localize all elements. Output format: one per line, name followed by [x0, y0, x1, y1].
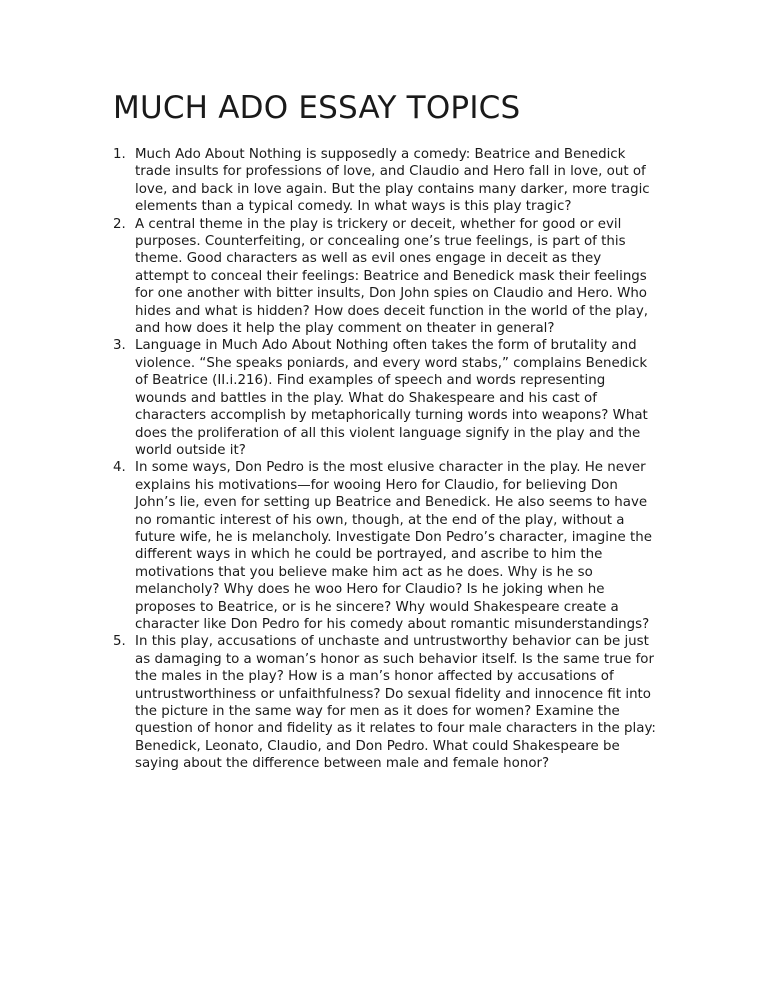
topic-number: 2. — [113, 216, 126, 232]
essay-topic-3 — [113, 337, 659, 459]
topic-text: A central theme in the play is trickery or deceit, whether for good or evil purposes. Counterfeiting, or concealing one’s true feelings, is part of this theme. Good characters as well as evil ones engage in deceit as they attempt to conceal their feelings: Beatrice and Benedick mask their feelings for one another with bitter insults, Don John spies on Claudio and Hero. Who hides and what is hidden? How does deceit function in the world of the play, and how does it help the play comment on theater in general? — [135, 216, 649, 337]
topic-number: 1. — [113, 147, 126, 162]
essay-topic-5 — [113, 633, 659, 772]
topic-text: In some ways, Don Pedro is the most elusive character in the play. He never explains his motivations—for wooing Hero for Claudio, for believing Don John’s lie, even for setting up Beatrice and Benedick. He also seems to have no romantic interest of his own, though, at the end of the play, without a future wife, he is melancholy. Investigate Don Pedro’s character, imagine the different ways in which he could be portrayed, and ascribe to him the motivations that you believe make him act as he does. Why is he so melancholy? Why does he woo Hero for Claudio? Is he joking when he proposes to Beatrice, or is he sincere? Why would Shakespeare create a character like Don Pedro for his comedy about romantic misunderstandings? — [135, 460, 652, 632]
topic-number: 5. — [113, 634, 126, 650]
topic-text: In this play, accusations of unchaste and untrustworthy behavior can be just as damaging to a woman’s honor as such behavior itself. Is the same true for the males in the play? How is a man’s honor affected by accusations of untrustworthiness or unfaithfulness? Do sexual fidelity and innocence fit into the picture in the same way for men as it does for women? Examine the question of honor and fidelity as it relates to four male characters in the play: Benedick, Leonato, Claudio, and Don Pedro. What could Shakespeare be saying about the difference between male and female honor? — [135, 634, 656, 772]
essay-topic-2 — [113, 216, 659, 338]
topic-number: 3. — [113, 338, 126, 354]
topic-number: 4. — [113, 460, 126, 476]
document-title: MUCH ADO ESSAY TOPICS — [113, 90, 521, 126]
essay-topic-1 — [113, 146, 659, 216]
topic-text: Much Ado About Nothing is supposedly a comedy: Beatrice and Benedick trade insults for professions of love, and Claudio and Hero fall in love, out of love, and back in love again. But the play contains many darker, more tragic elements than a typical comedy. In what ways is this play tragic? — [135, 147, 650, 215]
topic-text: Language in Much Ado About Nothing often takes the form of brutality and violence. “She speaks poniards, and every word stabs,” complains Benedick of Beatrice (II.i.216). Find examples of speech and words representing wounds and battles in the play. What do Shakespeare and his cast of characters accomplish by metaphorically turning words into weapons? What does the proliferation of all this violent language signify in the play and the world outside it? — [135, 338, 648, 458]
essay-topic-4 — [113, 459, 659, 633]
essay-topic-list — [113, 146, 659, 773]
